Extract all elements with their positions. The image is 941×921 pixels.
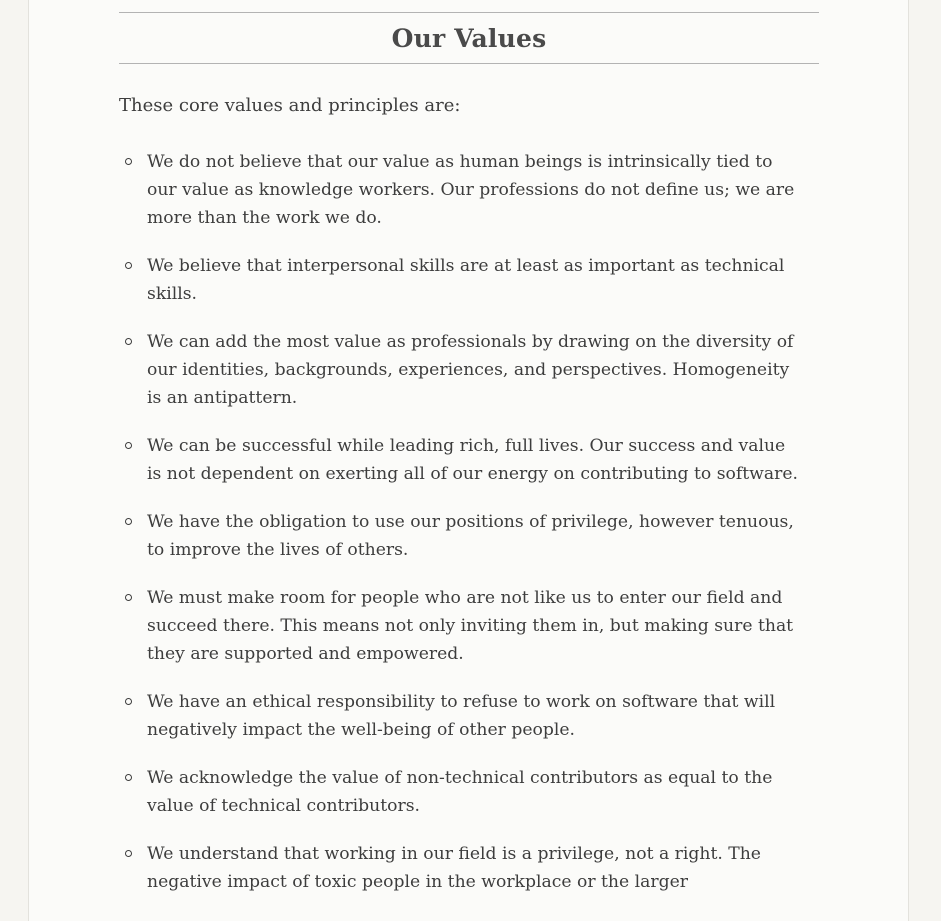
list-item-text: We believe that interpersonal skills are at least as important as technical skills. [147,256,785,304]
list-item [119,432,799,488]
list-item [119,840,799,896]
list-item [119,328,799,412]
circle-bullet-icon [125,594,132,601]
page-container [28,0,909,921]
list-item-text: We understand that working in our field is a privilege, not a right. The negative impact of toxic people in the workplace or the larger [147,844,761,892]
list-item-text: We can be successful while leading rich, full lives. Our success and value is not dependent on exerting all of our energy on contributing to software. [147,436,798,484]
list-item [119,584,799,668]
list-item [119,508,799,564]
circle-bullet-icon [125,338,132,345]
section-heading-block [119,12,819,64]
section-title: Our Values [391,23,547,53]
list-item [119,764,799,820]
list-item-text: We have the obligation to use our positions of privilege, however tenuous, to improve the lives of others. [147,512,794,560]
circle-bullet-icon [125,518,132,525]
circle-bullet-icon [125,850,132,857]
list-item-text: We have an ethical responsibility to refuse to work on software that will negatively impact the well-being of other people. [147,692,776,740]
circle-bullet-icon [125,698,132,705]
list-item-text: We must make room for people who are not like us to enter our field and succeed there. This means not only inviting them in, but making sure that they are supported and empowered. [147,588,794,664]
circle-bullet-icon [125,774,132,781]
circle-bullet-icon [125,158,132,165]
list-item [119,688,799,744]
intro-text: These core values and principles are: [119,95,461,116]
circle-bullet-icon [125,262,132,269]
list-item-text: We can add the most value as professionals by drawing on the diversity of our identities, backgrounds, experiences, and perspectives. Homogeneity is an antipattern. [147,332,794,408]
list-item [119,148,799,232]
list-item [119,252,799,308]
circle-bullet-icon [125,442,132,449]
list-item-text: We do not believe that our value as human beings is intrinsically tied to our value as knowledge workers. Our professions do not define us; we are more than the work we do. [147,152,795,228]
values-list [119,148,799,916]
list-item-text: We acknowledge the value of non-technical contributors as equal to the value of technical contributors. [147,768,773,816]
